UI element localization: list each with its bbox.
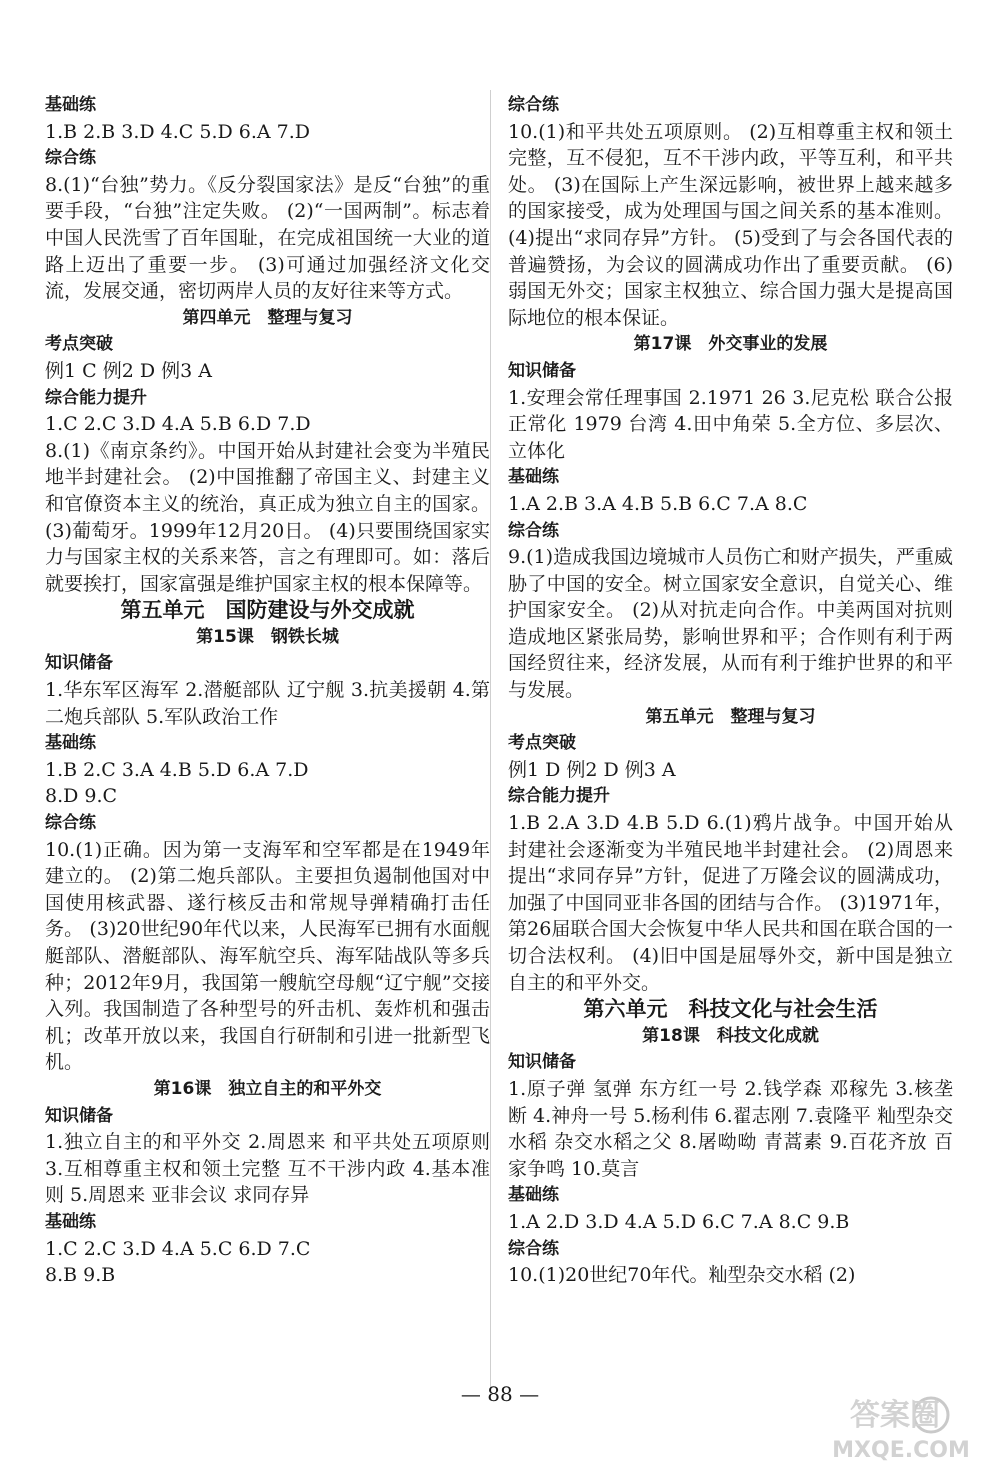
- section-heading: 基础练: [508, 467, 559, 488]
- answer-paragraph: 10.(1)正确。因为第一支海军和空军都是在1949年建立的。 (2)第二炮兵部队。主要担负遏制他国对中国使用核武器、遂行核反击和常规导弹精确打击任务。 (3)20世纪90年代以来，人民海军已拥有水面舰艇部队、潜艇部队、海军航空兵、海军陆战队等多兵种；2012年9月，我国第一艘航空母舰“辽宁舰”交接入列。我国制造了各种型号的歼击机、轰炸机和强击机；改革开放以来，我国自行研制和引进一批新型飞机。: [45, 838, 490, 1074]
- answer-line: 1.A 2.B 3.A 4.B 5.B 6.C 7.A 8.C: [508, 492, 808, 515]
- section-heading: 知识储备: [45, 653, 113, 674]
- answer-paragraph: 8.(1)“台独”势力。《反分裂国家法》是反“台独”的重要手段，“台独”注定失败。 (2)“一国两制”。标志着中国人民洗雪了百年国耻，在完成祖国统一大业的道路上迈出了重要一步。 (3)可通过加强经济文化交流，发展交通，密切两岸人员的友好往来等方式。: [45, 173, 490, 303]
- answer-paragraph: 1.独立自主的和平外交 2.周恩来 和平共处五项原则 3.互相尊重主权和领土完整 互不干涉内政 4.基本准则 5.周恩来 亚非会议 求同存异: [45, 1131, 490, 1207]
- section-heading: 综合练: [508, 520, 559, 541]
- section-heading: 综合练: [508, 95, 559, 115]
- section-heading: 综合能力提升: [508, 786, 610, 807]
- section-heading: 知识储备: [508, 360, 576, 381]
- answer-line: 10.(1)20世纪70年代。籼型杂交水稻 (2): [508, 1264, 856, 1287]
- answer-paragraph: 1.华东军区海军 2.潜艇部队 辽宁舰 3.抗美援朝 4.第二炮兵部队 5.军队政治工作: [45, 679, 490, 728]
- section-heading: 考点突破: [45, 334, 113, 355]
- answer-line: 1.B 2.C 3.A 4.B 5.D 6.A 7.D: [45, 758, 309, 781]
- watermark-url: MXQE.COM: [832, 1438, 970, 1463]
- answer-line: 8.D 9.C: [45, 785, 118, 808]
- unit-title: 第六单元 科技文化与社会生活: [583, 997, 878, 1022]
- lesson-title: 第四单元 整理与复习: [182, 307, 353, 328]
- section-heading: 基础练: [45, 95, 96, 115]
- lesson-title: 第17课 外交事业的发展: [633, 334, 828, 355]
- lesson-title: 第15课 钢铁长城: [196, 626, 339, 647]
- answer-paragraph: 1.原子弹 氢弹 东方红一号 2.钱学森 邓稼先 3.核垄断 4.神舟一号 5.杨利伟 6.翟志刚 7.袁隆平 籼型杂交水稻 杂交水稻之父 8.屠呦呦 青蒿素 9.百花齐放 百家争鸣 10.莫言: [508, 1077, 953, 1180]
- answer-paragraph: 10.(1)和平共处五项原则。 (2)互相尊重主权和领土完整，互不侵犯，互不干涉内政，平等互利，和平共处。 (3)在国际上产生深远影响，被世界上越来越多的国家接受，成为处理国与国之间关系的基本准则。 (4)提出“求同存异”方针。 (5)受到了与会各国代表的普遍赞扬，为会议的圆满成功作出了重要贡献。 (6)弱国无外交；国家主权独立、综合国力强大是提高国际地位的根本保证。: [508, 120, 953, 329]
- section-heading: 基础练: [508, 1185, 559, 1206]
- answer-paragraph: 8.(1)《南京条约》。中国开始从封建社会变为半殖民地半封建社会。 (2)中国推翻了帝国主义、封建主义和官僚资本主义的统治，真正成为独立自主的国家。 (3)葡萄牙。1999年12月20日。 (4)只要围绕国家实力与国家主权的关系来答，言之有理即可。如：落后就要挨打，国家富强是维护国家主权的根本保障等。: [45, 439, 490, 595]
- answer-line: 8.B 9.B: [45, 1264, 116, 1287]
- answer-line: 1.B 2.B 3.D 4.C 5.D 6.A 7.D: [45, 120, 311, 143]
- column-divider: [490, 90, 491, 1400]
- watermark-logo: [805, 1385, 995, 1465]
- lesson-title: 第18课 科技文化成就: [642, 1025, 819, 1046]
- unit-title: 第五单元 国防建设与外交成就: [120, 598, 415, 623]
- left-column: [45, 92, 490, 1289]
- lesson-title: 第五单元 整理与复习: [645, 706, 816, 727]
- right-column: [508, 92, 953, 1289]
- section-heading: 综合练: [45, 813, 96, 834]
- answer-line: 例1 D 例2 D 例3 A: [508, 758, 676, 781]
- section-heading: 知识储备: [508, 1052, 576, 1073]
- section-heading: 基础练: [45, 1211, 96, 1232]
- answer-paragraph: 1.A 2.D 3.D 4.A 5.D 6.C 7.A 8.C 9.B: [508, 1210, 850, 1233]
- answer-line: 1.C 2.C 3.D 4.A 5.C 6.D 7.C: [45, 1237, 311, 1260]
- section-heading: 综合练: [45, 148, 96, 169]
- section-heading: 基础练: [45, 733, 96, 754]
- section-heading: 综合能力提升: [45, 387, 147, 408]
- section-heading: 知识储备: [45, 1105, 113, 1126]
- section-heading: 综合练: [508, 1238, 559, 1259]
- answer-paragraph: 1.安理会常任理事国 2.1971 26 3.尼克松 联合公报 正常化 1979 台湾 4.田中角荣 5.全方位、多层次、立体化: [508, 386, 953, 462]
- answer-line: 例1 C 例2 D 例3 A: [45, 359, 212, 382]
- answer-line: 1.C 2.C 3.D 4.A 5.B 6.D 7.D: [45, 413, 311, 436]
- lesson-title: 第16课 独立自主的和平外交: [153, 1078, 382, 1099]
- page-number: — 88 —: [460, 1382, 540, 1406]
- watermark-text: 答案圈: [850, 1398, 940, 1433]
- answer-paragraph: 1.B 2.A 3.D 4.B 5.D 6.(1)鸦片战争。中国开始从封建社会逐渐变为半殖民地半封建社会。 (2)周恩来提出“求同存异”方针，促进了万隆会议的圆满成功，加强了中国同亚非各国的团结与合作。 (3)1971年，第26届联合国大会恢复中华人民共和国在联合国的一切合法权利。 (4)旧中国是屈辱外交，新中国是独立自主的和平外交。: [508, 812, 953, 994]
- section-heading: 考点突破: [508, 733, 576, 754]
- answer-paragraph: 9.(1)造成我国边境城市人员伤亡和财产损失，严重威胁了中国的安全。树立国家安全意识，自觉关心、维护国家安全。 (2)从对抗走向合作。中美两国对抗则造成地区紧张局势，影响世界和平；合作则有利于两国经贸往来，经济发展，从而有利于维护世界的和平与发展。: [508, 546, 953, 702]
